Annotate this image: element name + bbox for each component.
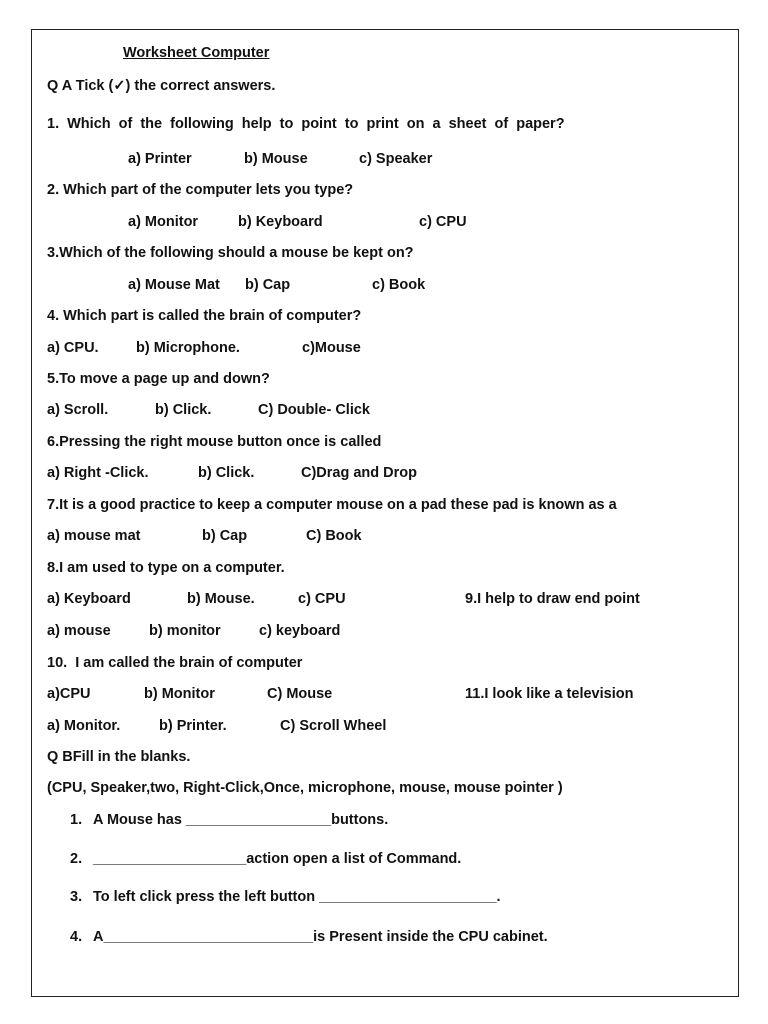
- q1-option-c[interactable]: c) Speaker: [359, 151, 433, 167]
- blank-4-number: 4.: [70, 929, 83, 945]
- blank-4-text[interactable]: A__________________________is Present inside the CPU cabinet.: [93, 929, 548, 945]
- blank-3-text[interactable]: To left click press the left button ______________________.: [93, 889, 501, 905]
- blank-2-text[interactable]: ___________________action open a list of Command.: [93, 851, 462, 867]
- word-bank: (CPU, Speaker,two, Right-Click,Once, microphone, mouse, mouse pointer ): [47, 780, 563, 796]
- q4-option-a[interactable]: a) CPU.: [47, 340, 99, 356]
- worksheet-title: Worksheet Computer: [123, 45, 270, 61]
- q7-option-c[interactable]: C) Book: [306, 528, 362, 544]
- q6-option-c[interactable]: C)Drag and Drop: [301, 465, 417, 481]
- q6-option-b[interactable]: b) Click.: [198, 465, 255, 481]
- blank-2-number: 2.: [70, 851, 83, 867]
- q9-option-c[interactable]: c) keyboard: [259, 623, 341, 639]
- q10-option-b[interactable]: b) Monitor: [144, 686, 215, 702]
- q4-option-c[interactable]: c)Mouse: [302, 340, 361, 356]
- q11-option-b[interactable]: b) Printer.: [159, 718, 227, 734]
- q9-option-b[interactable]: b) monitor: [149, 623, 221, 639]
- q8-option-b[interactable]: b) Mouse.: [187, 591, 255, 607]
- question-6: 6.Pressing the right mouse button once is called: [47, 434, 382, 450]
- blank-1-number: 1.: [70, 812, 83, 828]
- q3-option-a[interactable]: a) Mouse Mat: [128, 277, 220, 293]
- question-3: 3.Which of the following should a mouse be kept on?: [47, 245, 414, 261]
- q2-option-c[interactable]: c) CPU: [419, 214, 467, 230]
- q2-option-a[interactable]: a) Monitor: [128, 214, 199, 230]
- q8-option-a[interactable]: a) Keyboard: [47, 591, 131, 607]
- blank-3-number: 3.: [70, 889, 83, 905]
- question-4: 4. Which part is called the brain of computer?: [47, 308, 362, 324]
- question-9: 9.I help to draw end point: [465, 591, 640, 607]
- q2-option-b[interactable]: b) Keyboard: [238, 214, 323, 230]
- question-7: 7.It is a good practice to keep a computer mouse on a pad these pad is known as a: [47, 497, 617, 513]
- section-b-heading: Q BFill in the blanks.: [47, 749, 191, 765]
- q4-option-b[interactable]: b) Microphone.: [136, 340, 240, 356]
- q3-option-b[interactable]: b) Cap: [245, 277, 291, 293]
- question-2: 2. Which part of the computer lets you type?: [47, 182, 354, 198]
- q11-option-c[interactable]: C) Scroll Wheel: [280, 718, 387, 734]
- q5-option-b[interactable]: b) Click.: [155, 402, 212, 418]
- q10-option-c[interactable]: C) Mouse: [267, 686, 333, 702]
- q3-option-c[interactable]: c) Book: [372, 277, 426, 293]
- q8-option-c[interactable]: c) CPU: [298, 591, 346, 607]
- q11-option-a[interactable]: a) Monitor.: [47, 718, 121, 734]
- q7-option-a[interactable]: a) mouse mat: [47, 528, 141, 544]
- q1-option-b[interactable]: b) Mouse: [244, 151, 308, 167]
- q9-option-a[interactable]: a) mouse: [47, 623, 111, 639]
- q1-option-a[interactable]: a) Printer: [128, 151, 192, 167]
- section-a-heading: Q A Tick (✓) the correct answers.: [47, 78, 276, 94]
- q7-option-b[interactable]: b) Cap: [202, 528, 248, 544]
- q5-option-a[interactable]: a) Scroll.: [47, 402, 109, 418]
- question-10: 10. I am called the brain of computer: [47, 655, 303, 671]
- question-8: 8.I am used to type on a computer.: [47, 560, 285, 576]
- blank-1-text[interactable]: A Mouse has __________________buttons.: [93, 812, 389, 828]
- q6-option-a[interactable]: a) Right -Click.: [47, 465, 149, 481]
- question-5: 5.To move a page up and down?: [47, 371, 270, 387]
- question-11: 11.I look like a television: [465, 686, 634, 702]
- question-1: 1. Which of the following help to point to print on a sheet of paper?: [47, 116, 565, 132]
- q10-option-a[interactable]: a)CPU: [47, 686, 91, 702]
- q5-option-c[interactable]: C) Double- Click: [258, 402, 370, 418]
